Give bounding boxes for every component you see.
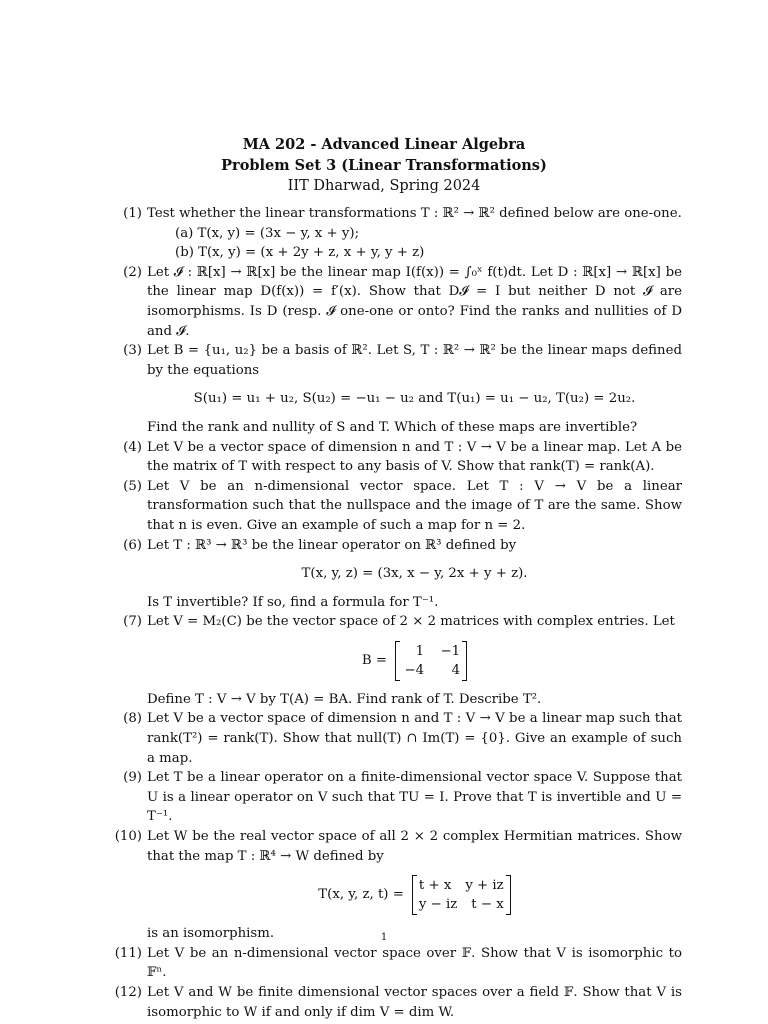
problem-text: Let T be a linear operator on a finite-dimensional vector space V. Suppose that U is a linear operator on V such that TU = I. Prove that T is invertible and U = T⁻¹. <box>147 770 682 825</box>
problem-12 <box>100 983 682 1022</box>
matrix-row <box>419 876 504 895</box>
matrix-cell: y + iz <box>465 878 504 894</box>
problem-text-after: is an isomorphism. <box>147 926 275 942</box>
subpart-a: (a) T(x, y) = (3x − y, x + y); <box>175 225 360 241</box>
problem-9 <box>100 768 682 827</box>
matrix-row <box>402 661 460 680</box>
problem-7 <box>100 612 682 709</box>
course-title: MA 202 - Advanced Linear Algebra <box>242 136 526 153</box>
problem-number: (6) <box>123 537 142 553</box>
matrix-cell: t + x <box>418 878 452 894</box>
problem-text: Let V and W be finite dimensional vector spaces over a field 𝔽. Show that V is isomorphic to W if and only if dim V = dim W. <box>147 985 682 1020</box>
display-equation: T(x, y, z) = (3x, x − y, 2x + y + z). <box>301 566 528 582</box>
problem-text: Let T : ℝ³ → ℝ³ be the linear operator on ℝ³ defined by <box>147 537 517 553</box>
problem-number: (10) <box>114 829 142 845</box>
problem-text-after: Find the rank and nullity of S and T. Which of these maps are invertible? <box>147 419 638 435</box>
problem-3 <box>100 341 682 437</box>
display-matrix <box>147 875 682 915</box>
matrix-row <box>402 642 460 661</box>
problem-5 <box>100 477 682 536</box>
display-matrix <box>147 641 682 681</box>
problem-number: (9) <box>123 770 142 786</box>
problem-4 <box>100 438 682 477</box>
problem-number: (1) <box>123 206 142 221</box>
problem-text: Let V be an n-dimensional vector space over 𝔽. Show that V is isomorphic to 𝔽ⁿ. <box>147 945 682 981</box>
problem-2 <box>100 263 682 341</box>
problem-6 <box>100 536 682 613</box>
matrix-brackets <box>395 641 467 681</box>
problem-text: Test whether the linear transformations T : ℝ² → ℝ² defined below are one-one. <box>147 206 682 221</box>
problem-number: (12) <box>114 985 142 1000</box>
problem-8 <box>100 709 682 768</box>
problem-11 <box>100 944 682 983</box>
page-number: 1 <box>380 932 388 943</box>
problem-text: Let V be an n-dimensional vector space. Let T : V → V be a linear transformation such that the nullspace and the image of T are the same. Show that n is even. Give an example of such a map for n = 2. <box>147 478 682 533</box>
matrix-cell: −1 <box>440 643 461 659</box>
matrix-cell: 4 <box>451 662 461 678</box>
matrix-row <box>419 895 504 914</box>
problem-text-after: Is T invertible? If so, find a formula for T⁻¹. <box>147 594 439 610</box>
display-equation: S(u₁) = u₁ + u₂, S(u₂) = −u₁ − u₂ and T(u₁) = u₁ − u₂, T(u₂) = 2u₂. <box>193 391 636 407</box>
problem-number: (2) <box>123 264 142 280</box>
problem-text: Let V be a vector space of dimension n and T : V → V be a linear map such that rank(T²) = rank(T). Show that null(T) ∩ Im(T) = {0}. Give an example of such a map. <box>147 711 682 766</box>
problem-number: (5) <box>123 478 142 494</box>
problem-text: Let V be a vector space of dimension n and T : V → V be a linear map. Let A be the matrix of T with respect to any basis of V. Show that rank(T) = rank(A). <box>147 439 682 475</box>
matrix-equation <box>318 875 510 915</box>
subpart-b: (b) T(x, y) = (x + 2y + z, x + y, y + z) <box>175 245 425 261</box>
matrix-lhs: T(x, y, z, t) = <box>318 887 404 903</box>
problem-number: (7) <box>123 614 142 630</box>
problem-number: (3) <box>123 343 142 359</box>
problem-text: Let V = M₂(C) be the vector space of 2 × 2 matrices with complex entries. Let <box>147 614 675 630</box>
problem-1 <box>100 204 682 263</box>
matrix-cell: y − iz <box>418 897 458 913</box>
document-header <box>0 134 768 197</box>
matrix-cell: −4 <box>404 662 425 678</box>
problem-list <box>100 204 682 1022</box>
problem-text: Let B = {u₁, u₂} be a basis of ℝ². Let S, T : ℝ² → ℝ² be the linear maps defined by the equations <box>147 343 682 378</box>
problem-text: Let 𝓘 : ℝ[x] → ℝ[x] be the linear map I(f(x)) = ∫₀ˣ f(t)dt. Let D : ℝ[x] → ℝ[x] be the linear map D(f(x)) = f′(x). Show that D𝓘 = I but neither D not 𝓘 are isomorphisms. Is D (resp. 𝓘 one-one or onto? Find the ranks and nullities of D and 𝓘. <box>147 264 682 339</box>
matrix-cell: 1 <box>415 643 425 659</box>
matrix-lhs: B = <box>361 653 388 669</box>
matrix-brackets <box>412 875 511 915</box>
problem-number: (4) <box>123 439 142 455</box>
problem-number: (8) <box>123 711 142 727</box>
problem-text: Let W be the real vector space of all 2 × 2 complex Hermitian matrices. Show that the map T : ℝ⁴ → W defined by <box>147 829 682 864</box>
matrix-equation <box>362 641 467 681</box>
problem-text-after: Define T : V → V by T(A) = BA. Find rank of T. Describe T². <box>147 691 542 707</box>
problem-number: (11) <box>114 945 142 961</box>
matrix-cell: t − x <box>471 897 504 913</box>
problem-10 <box>100 827 682 944</box>
institution-term: IIT Dharwad, Spring 2024 <box>287 178 481 194</box>
problem-set-title: Problem Set 3 (Linear Transformations) <box>221 157 547 174</box>
